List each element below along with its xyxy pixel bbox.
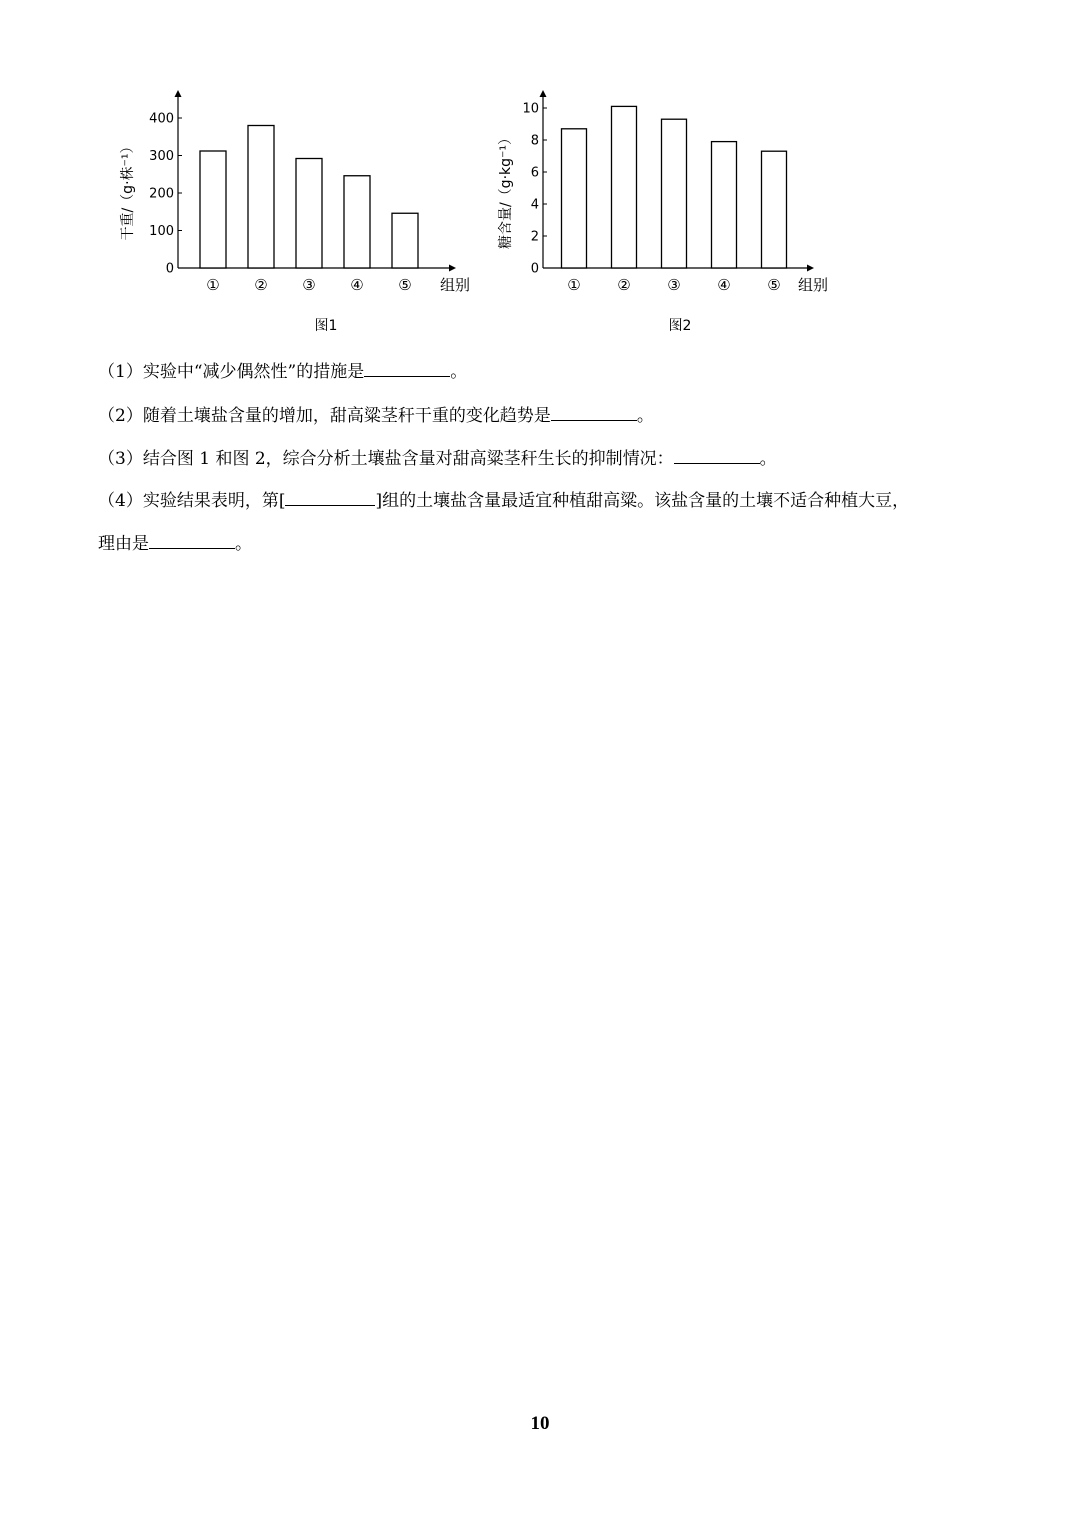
chart-2-y-label: 糖含量/（g·kg⁻¹） [498, 130, 514, 250]
question-1 [98, 362, 988, 382]
chart-2-bar [562, 129, 587, 268]
chart-2-bar [662, 119, 687, 268]
chart-1-y-label: 干重/（g·株⁻¹） [120, 139, 136, 241]
chart-1-y-arrow [175, 90, 182, 97]
figure-2 [488, 80, 848, 340]
chart-1-y-tick-label: 200 [149, 186, 174, 202]
answer-blank-4b[interactable] [149, 534, 235, 549]
question-2-end: 。 [636, 406, 654, 426]
chart-sugar-content [488, 80, 848, 340]
chart-1-x-tick-label: ② [254, 276, 268, 294]
question-1-text: （1）实验中“减少偶然性”的措施是 [98, 362, 365, 382]
chart-1-x-label: 组别 [440, 276, 471, 294]
chart-1-y-tick-label: 400 [149, 111, 174, 127]
chart-1-bar [344, 176, 370, 268]
chart-1-bar [392, 213, 418, 268]
answer-blank-4a[interactable] [285, 491, 375, 506]
answer-blank-2[interactable] [551, 406, 637, 421]
question-4-text: （4）实验结果表明，第[ [98, 491, 286, 511]
question-3-end: 。 [759, 449, 777, 469]
chart-2-x-tick-label: ① [567, 276, 581, 294]
chart-1-y-tick-label: 0 [165, 261, 174, 277]
chart-1-x-tick-label: ③ [302, 276, 316, 294]
question-4-middle: ]组的土壤盐含量最适宜种植甜高粱。该盐含量的土壤不适合种植大豆， [375, 491, 910, 511]
chart-2-y-tick-label: 10 [522, 101, 539, 117]
chart-1-bar [200, 151, 226, 268]
chart-2-x-arrow [807, 265, 814, 272]
chart-1-x-tick-label: ① [206, 276, 220, 294]
chart-2-y-tick-label: 0 [530, 261, 539, 277]
chart-1-bar [248, 126, 274, 269]
question-4 [98, 491, 988, 511]
chart-2-bar [612, 106, 637, 268]
chart-1-y-tick-label: 100 [149, 224, 174, 239]
chart-2-title: 图2 [668, 318, 692, 334]
chart-1-y-tick-label: 300 [149, 149, 174, 164]
chart-1-bar [296, 159, 322, 269]
question-1-end: 。 [450, 362, 468, 382]
question-2 [98, 406, 988, 426]
chart-2-bar [762, 151, 787, 268]
answer-blank-3[interactable] [674, 449, 760, 464]
chart-2-y-tick-label: 4 [530, 197, 539, 213]
question-3 [98, 449, 988, 469]
chart-2-x-tick-label: ② [617, 276, 631, 294]
chart-1-x-arrow [449, 265, 456, 272]
chart-2-x-tick-label: ⑤ [767, 276, 781, 294]
question-3-text: （3）结合图 1 和图 2，综合分析土壤盐含量对甜高粱茎秆生长的抑制情况： [98, 449, 674, 469]
question-2-text: （2）随着土壤盐含量的增加，甜高粱茎秆干重的变化趋势是 [98, 406, 551, 426]
chart-dry-weight [110, 80, 490, 340]
chart-2-x-label: 组别 [798, 276, 829, 294]
question-4-line-2 [98, 534, 988, 554]
question-4-reason-text: 理由是 [98, 534, 149, 554]
chart-2-y-tick-label: 8 [530, 133, 539, 149]
chart-2-x-tick-label: ④ [717, 276, 731, 294]
chart-2-y-tick-label: 6 [530, 165, 539, 181]
answer-blank-1[interactable] [364, 362, 450, 377]
chart-1-x-tick-label: ④ [350, 276, 364, 294]
figure-1 [110, 80, 490, 340]
chart-1-x-tick-label: ⑤ [398, 276, 412, 294]
chart-2-y-arrow [540, 90, 547, 97]
chart-2-y-tick-label: 2 [530, 229, 539, 245]
page-number: 10 [530, 1413, 550, 1434]
question-4-end: 。 [235, 534, 252, 554]
chart-1-title: 图1 [314, 318, 338, 334]
chart-2-bar [712, 142, 737, 268]
chart-2-x-tick-label: ③ [667, 276, 681, 294]
